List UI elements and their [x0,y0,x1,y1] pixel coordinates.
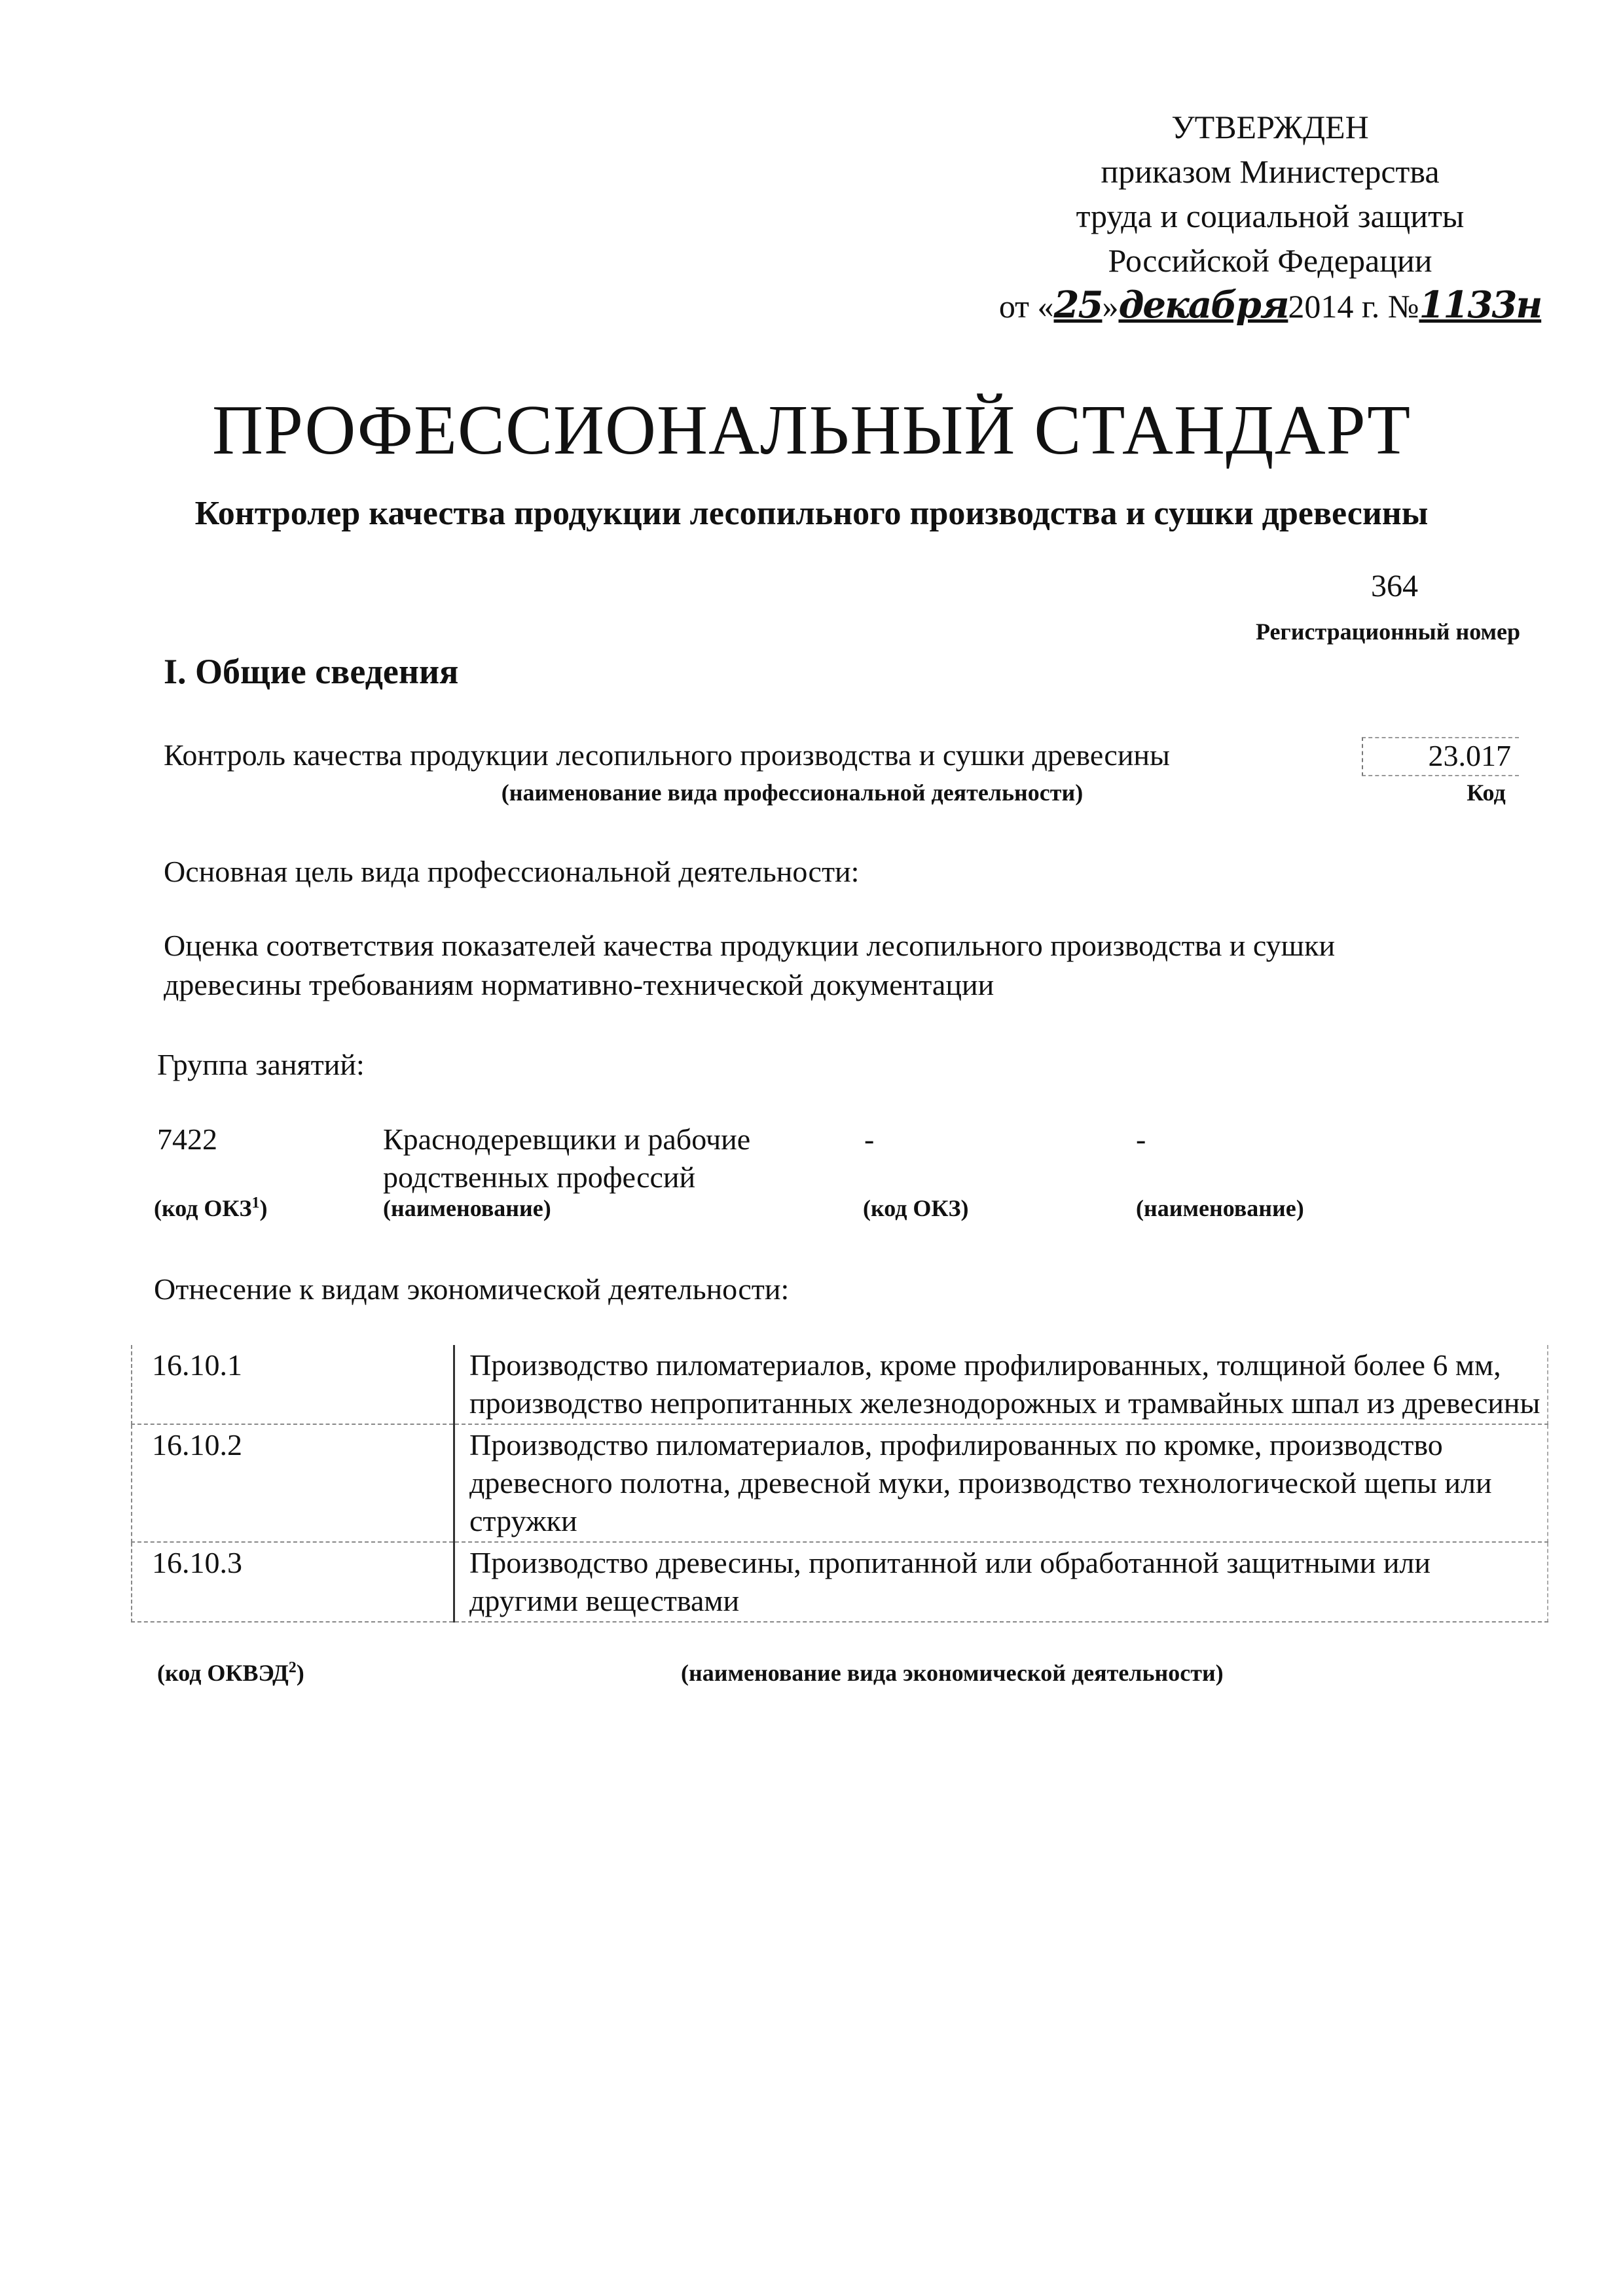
approval-month: декабря [1118,283,1288,327]
occupation-name-1-line1: Краснодеревщики и рабочие [383,1122,751,1156]
approval-year: 2014 г. № [1288,288,1419,325]
table-row [132,1424,1548,1542]
approval-order-number: 1133н [1419,283,1542,327]
approval-approved: УТВЕРЖДЕН [1171,109,1369,145]
okved-name-caption: (наименование вида экономической деятельности) [681,1660,1224,1686]
occupation-code-2: - [864,1122,875,1156]
table-row [132,1542,1548,1622]
occupation-caption-code-1 [154,1194,268,1222]
okved-code: 16.10.1 [132,1345,454,1424]
okved-code: 16.10.3 [132,1542,454,1622]
occupation-caption-code-2: (код ОКЗ) [863,1195,969,1221]
approval-date-line [976,283,1565,329]
okved-code: 16.10.2 [132,1424,454,1542]
document-subtitle: Контролер качества продукции лесопильного производства и сушки древесины [194,495,1429,532]
approval-federation-line: Российской Федерации [1108,242,1432,279]
goal-text: Оценка соответствия показателей качества продукции лесопильного производства и сушки древесины требованиям нормативно-технической документации [164,929,1336,1001]
okved-caption-text: (код ОКВЭД [157,1660,289,1686]
okved-code-caption [157,1659,304,1687]
okz-caption-text: (код ОКЗ [154,1195,252,1221]
section-heading: I. Общие сведения [164,652,459,691]
activity-code: 23.017 [1362,737,1519,776]
approval-day: 25 [1053,283,1103,327]
footnote-marker-2: 2 [288,1659,297,1676]
activity-code-caption: Код [1467,780,1506,806]
okved-name: Производство древесины, пропитанной или обработанной защитными или другими веществами [454,1542,1548,1622]
okved-name: Производство пиломатериалов, профилированных по кромке, производство древесного полотна, древесной муки, производство технологической щепы или стружки [454,1424,1548,1542]
approval-block [976,105,1565,329]
occupation-caption-name-1: (наименование) [383,1195,551,1221]
approval-date-prefix: от « [998,288,1054,325]
registration-number: 364 [1371,569,1418,603]
economic-activities-table [131,1345,1548,1623]
occupation-caption-name-2: (наименование) [1136,1195,1304,1221]
approval-order-line: приказом Министерства [1101,153,1440,190]
approval-ministry-line: труда и социальной защиты [1076,198,1465,234]
okz-caption-close: ) [259,1195,268,1221]
occupation-name-2: - [1136,1122,1146,1156]
approval-quote-close: » [1102,288,1119,325]
okved-name: Производство пиломатериалов, кроме профилированных, толщиной более 6 мм, производство непропитанных железнодорожных и трамвайных шпал из древесины [454,1345,1548,1424]
okved-caption-close: ) [296,1660,304,1686]
registration-label: Регистрационный номер [1255,619,1521,645]
activity-caption: (наименование вида профессиональной деятельности) [501,780,1084,806]
occupation-name-1-line2: родственных профессий [383,1160,696,1194]
economic-activities-label: Отнесение к видам экономической деятельности: [154,1272,790,1306]
goal-label: Основная цель вида профессиональной деятельности: [164,855,860,888]
table-row [132,1345,1548,1424]
occupation-code-1: 7422 [157,1122,217,1156]
activity-name: Контроль качества продукции лесопильного производства и сушки древесины [164,738,1170,772]
document-title: ПРОФЕССИОНАЛЬНЫЙ СТАНДАРТ [211,391,1412,469]
occupation-name-1 [383,1121,841,1196]
occupation-group-label: Группа занятий: [157,1048,365,1081]
footnote-marker-1: 1 [251,1194,260,1211]
